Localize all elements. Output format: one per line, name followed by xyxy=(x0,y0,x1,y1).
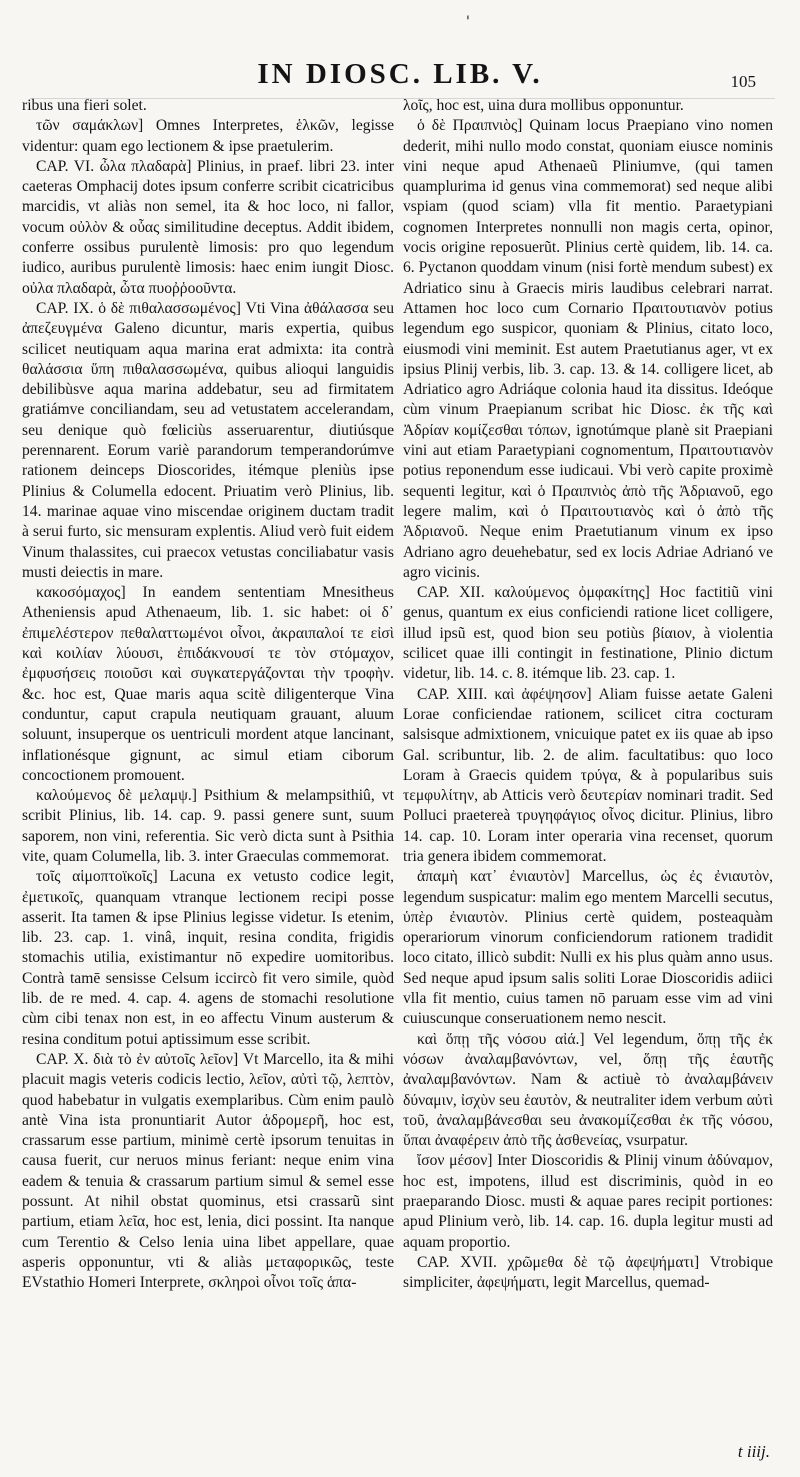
paragraph: ἀπαμὴ κατ᾽ ἐνιαυτὸν] Marcellus, ὡς ἐς ἐνιαυτὸν, legendum suspicatur: malim ego mentem Marcelli secutus, ὑπὲρ ἐνιαυτὸν. Plinius certè quidem, posteaquàm operariorum vinorum conficiendorum rationem tradidit loco citato, illicò subdit: Nulli ex his plus quàm anno usus. Sed neque apud ipsum salis soliti Lorae Dioscoridis adiici vlla fit mentio, cuius tamen nō paruam esse vim ad vini cuiuscunque conseruationem nemo nescit. xyxy=(403,868,773,1028)
paragraph: ἴσον μέσον] Inter Dioscoridis & Plinij vinum ἀδύναμον, hoc est, impotens, illud est discriminis, quòd in eo praeparando Diosc. musti & aquae pares recipit portiones: apud Plinium verò, lib. 14. cap. 16. dupla legitur musti ad aquam proportio. xyxy=(403,1152,773,1251)
running-title: IN DIOSC. LIB. V. xyxy=(257,58,543,90)
left-column xyxy=(22,96,394,1294)
paragraph: CAP. VI. ὦλα πλαδαρὰ] Plinius, in praef. libri 23. inter caeteras Omphacij dotes ipsum conferre scribit cicatricibus marcidis, vt aliàs non semel, ita & hoc loco, ni fallor, vocum οὐλὸν & οὖας similitudine deceptus. Addit ibidem, conferre ossibus purulentè limosis: pro quo legendum iudico, auribus purulentè limosis: haec enim iungit Diosc. οὐλα πλαδαρὰ, ὦτα πυοῤῥοοῦντα. xyxy=(22,157,394,297)
paragraph: CAP. X. διὰ τὸ ἐν αὐτοῖς λεῖον] Vt Marcello, ita & mihi placuit magis veteris codicis lectio, λεῖον, αὐτὶ τῷ, λεπτὸν, quod habebatur in vulgatis exemplaribus. Cùm enim paulò antè Vina ista pronuntiarit Autor ἁδρομερῆ, hoc est, crassarum esse partium, minimè certè ipsorum tenuitas in causa fuerit, cur neruos minus feriant: neque enim vina eadem & tenuia & crassarum partium simul & semel esse possunt. At nihil obstat quominus, etsi crassarũ sint partium, etiam λεῖα, hoc est, lenia, dici possint. Ita nanque cum Terentio & Celso lenia uina libet appellare, quae asperis opponuntur, vti & aliàs μεταφορικῶς, teste EVstathio Homeri Interprete, σκληροὶ οἶνοι τοῖς ἁπα- xyxy=(22,1050,394,1292)
right-column xyxy=(403,96,773,1294)
paragraph: καὶ ὅπῃ τῆς νόσου αἰά.] Vel legendum, ὅπῃ τῆς ἐκ νόσων ἀναλαμβανόντων, vel, ὅπῃ τῆς ἑαυτῆς ἀναλαμβανόντων. Nam & actiuè τὸ ἀναλαμβάνειν δύναμιν, ἰσχὺν seu ἑαυτὸν, & neutraliter idem verbum αὐτὶ τοῦ, ἀναλαμβάνεσθαι seu ἀνακομίζεσθαι ἐκ τῆς νόσου, ὕπαι ἀναφέρειν ἀπὸ τῆς ἀσθενείας, vsurpatur. xyxy=(403,1030,773,1150)
paragraph: τῶν σαμάκλων] Omnes Interpretes, ἑλκῶν, legisse videntur: quam ego lectionem & ipse praetulerim. xyxy=(22,117,394,155)
paragraph: λοῖς, hoc est, uina dura mollibus opponuntur. xyxy=(403,97,684,114)
paragraph: CAP. XII. καλούμενος ὀμφακίτης] Hoc factitiũ vini genus, quantum ex eius conficiendi ratione licet colligere, illud ipsũ est, quod bion seu potiùs βίαιον, à violentia scilicet quae illi contingit in festinatione, Plinio dictum videtur, lib. 14. c. 8. itémque lib. 23. cap. 1. xyxy=(403,584,773,683)
paragraph: ribus una fieri solet. xyxy=(22,97,147,114)
paragraph: τοῖς αἱμοπτοϊκοῖς] Lacuna ex vetusto codice legit, ἐμετικοῖς, quanquam vtranque lectionem recipi posse asserit. Ita tamen & ipse Plinius legisse videtur. Is etenim, lib. 23. cap. 1. vinâ, inquit, resina condita, frigidis stomachis utilia, existimantur nō expedire uomitoribus. Contrà tamē sensisse Celsum iccircò fit vero simile, quòd lib. de re med. 4. cap. 4. agens de stomachi resolutione cùm cibi tenax non est, in eo affectu Vinum austerum & resina conditum potui aptissimum esse scribit. xyxy=(22,868,394,1048)
top-mark: ' xyxy=(466,14,470,30)
signature-mark: t iiij. xyxy=(737,1442,770,1461)
paragraph: ὁ δὲ Πραιπνιὸς] Quinam locus Praepiano vino nomen dederit, mihi nullo modo constat, quoniam eiusce nominis vini neque apud Athenaeũ Pliniumve, (qui tamen quamplurima id genus vina commemorat) sed neque alibi vspiam (quod sciam) vlla fit mentio. Paraetypiani cognomen Interpretes nonnulli non magis certa, opinor, vocis origine reposuerũt. Plinius certè quidem, lib. 14. ca. 6. Pyctanon quoddam vinum (nisi fortè mendum subest) ex Adriatico sinu à Graecis miris laudibus celebrari narrat. Attamen hoc loco cum Cornario Πραιτουτιανὸν potius legendum ego suspicor, quoniam & Plinius, citato loco, eiusmodi vini meminit. Est autem Praetutianus ager, vt ex ipsius Plinij verbis, lib. 3. cap. 13. & 14. colligere licet, ab Adriatico agro Adriáque colonia haud ita dissitus. Ideóque cùm vinum Praepianum scribat hic Diosc. ἐκ τῆς καὶ Ἀδρίαν κομίζεσθαι τόπων, ignotúmque planè sit Praepiani vini aut etiam Paraetypiani cognomentum, Πραιτουτιανὸν potius reponendum esse iudicaui. Vbi verò capite proximè sequenti legitur, καὶ ὁ Πραιπνιὸς ἀπὸ τῆς Ἀδριανοῦ, ego legere malim, καὶ ὁ Πραιτουτιανὸς καὶ ὁ ἀπὸ τῆς Ἀδριανοῦ. Neque enim Praetutianum vinum ex ipso Adriano agro deuehebatur, sed ex locis Adriae Adrianó ve agro vicinis. xyxy=(403,117,773,581)
paragraph: κακοσόμαχος] In eandem sententiam Mnesitheus Atheniensis apud Athenaeum, lib. 1. sic habet: οἱ δ᾽ ἐπιμελέστερον πεθαλαττωμένοι οἶνοι, ἀκραιπαλοί τε εἰσὶ καὶ κοιλίαν λύουσι, ἐπιδάκνουσί τε τὸν στόμαχον, ἐμφυσήσεις ποιοῦσι καὶ συγκατεργάζονται τὴν τροφὴν. &c. hoc est, Quae maris aqua scitè diligenterque Vina conduntur, caput crapula neutiquam grauant, aluum soluunt, insuperque os uentriculi mordent atque lancinant, inflationésque gignunt, ac simul etiam ciborum concoctionem promouent. xyxy=(22,584,394,784)
paragraph: CAP. XVII. χρῶμεθα δὲ τῷ ἀφεψήματι] Vtrobique simpliciter, ἀφεψήματι, legit Marcellus, quemad- xyxy=(403,1253,773,1292)
paragraph: καλούμενος δὲ μελαμψ.] Psithium & melampsithiû, vt scribit Plinius, lib. 14. cap. 9. passi genere sunt, suum saporem, non vini, referentia. Sic verò dicta sunt à Psithia vite, quam Columella, lib. 3. inter Graeculas commemorat. xyxy=(22,787,394,865)
page-number: 105 xyxy=(730,72,756,91)
paragraph: CAP. XIII. καὶ ἀφέψησον] Aliam fuisse aetate Galeni Lorae conficiendae rationem, scilicet citra cocturam salsisque admixtionem, vnicuique patet ex iis quae ab ipso Gal. scribuntur, lib. 2. de alim. facultatibus: quo loco Loram à Graecis quidem τρύγα, & à popularibus suis τεμφυλίτην, ab Atticis verò δευτερίαν nominari tradit. Sed Polluci praetereà τρυγηφάγιος οἶνος dicitur. Plinius, libro 14. cap. 10. Loram inter operaria vina recenset, quorum tria genera ibidem commemorat. xyxy=(403,685,773,865)
paragraph: CAP. IX. ὁ δὲ πιθαλασσωμένος] Vti Vina ἀθάλασσα seu ἀπεζευγμένα Galeno dicuntur, maris expertia, quibus scilicet neutiquam aqua marina erat admixta: ita contrà θαλάσσια ὕπη πιθαλασσωμένα, quibus alioqui languidis debilibùsve aqua marina addebatur, seu ad firmitatem gratiámve conciliandam, seu ad vetustatem accelerandam, seu denique quò fœliciùs asseruarentur, diutiúsque perennarent. Eorum variè parandorum temperandorúmve rationem deinceps Dioscorides, itémque pleniùs ipse Plinius & Columella edocent. Priuatim verò Plinius, lib. 14. marinae aquae vino miscendae originem ductam tradit à serui furto, sic mensuram explentis. Aliud verò fuit eidem Vinum thalassites, cui praecox vetustas conciliabatur vasis musti deiectis in mare. xyxy=(22,299,394,581)
